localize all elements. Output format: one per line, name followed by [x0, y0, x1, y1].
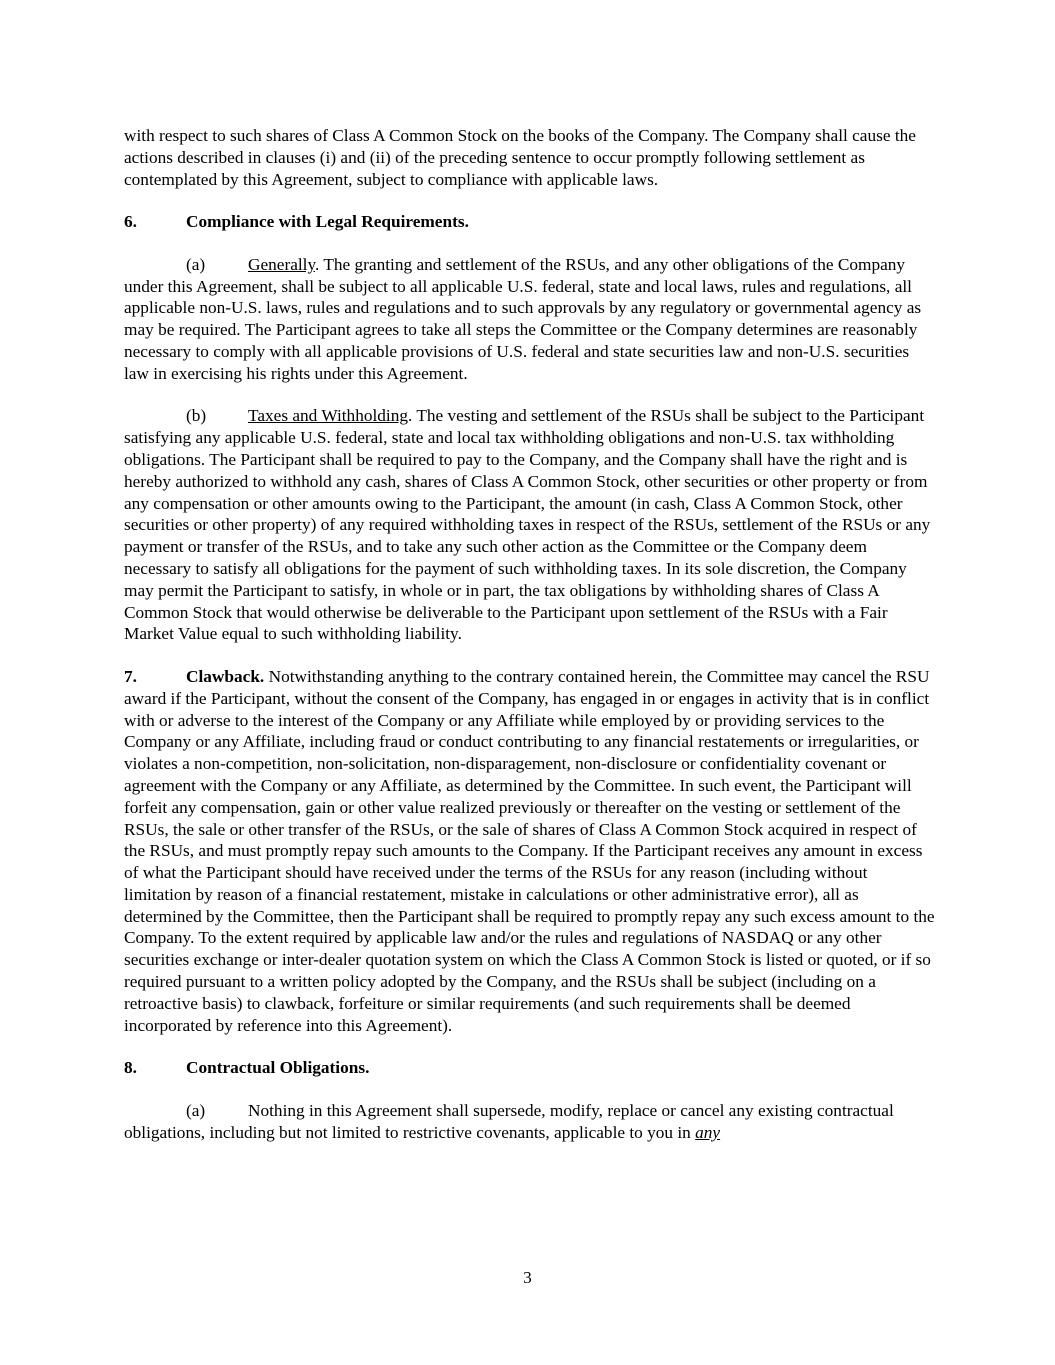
intro-paragraph: with respect to such shares of Class A Common Stock on the books of the Company. The Company shall cause the actions described in clauses (i) and (ii) of the preceding sentence to occur promptly following settlement as contemplated by this Agreement, subject to compliance with applicable laws.: [124, 126, 916, 189]
section-6b-paragraph: [124, 405, 936, 645]
section-6b-text: . The vesting and settlement of the RSUs shall be subject to the Participant satisfying any applicable U.S. federal, state and local tax withholding obligations and non-U.S. tax withholding obligations. The Participant shall be required to pay to the Company, and the Company shall have the right and is hereby authorized to withhold any cash, shares of Class A Common Stock, other securities or other property or from any compensation or other amounts owing to the Participant, the amount (in cash, Class A Common Stock, other securities or other property) of any required withholding taxes in respect of the RSUs, settlement of the RSUs or any payment or transfer of the RSUs, and to take any such other action as the Committee or the Company deem necessary to satisfy all obligations for the payment of such withholding taxes. In its sole discretion, the Company may permit the Participant to satisfy, in whole or in part, the tax obligations by withholding shares of Class A Common Stock that would otherwise be deliverable to the Participant upon settlement of the RSUs with a Fair Market Value equal to such withholding liability.: [124, 406, 931, 644]
section-7-title: Clawback.: [186, 666, 265, 686]
section-6-number: 6.: [124, 212, 137, 232]
section-8-heading: [124, 1057, 936, 1079]
section-8a-paragraph: [124, 1100, 936, 1144]
section-7-number: 7.: [124, 666, 137, 686]
section-7-text: Notwithstanding anything to the contrary contained herein, the Committee may cancel the RSU award if the Participant, without the consent of the Company, has engaged in or engages in activity that is in conflict with or adverse to the interest of the Company or any Affiliate while employed by or providing services to the Company or any Affiliate, including fraud or conduct contributing to any financial restatements or irregularities, or violates a non-competition, non-solicitation, non-disparagement, non-disclosure or confidentiality covenant or agreement with the Company or any Affiliate, as determined by the Committee. In such event, the Participant will forfeit any compensation, gain or other value realized previously or thereafter on the vesting or settlement of the RSUs, the sale or other transfer of the RSUs, or the sale of shares of Class A Common Stock acquired in respect of the RSUs, and must promptly repay such amounts to the Company. If the Participant receives any amount in excess of what the Participant should have received under the terms of the RSUs for any reason (including without limitation by reason of a financial restatement, mistake in calculations or other administrative error), all as determined by the Committee, then the Participant shall be required to promptly repay any such excess amount to the Company. To the extent required by applicable law and/or the rules and regulations of NASDAQ or any other securities exchange or inter-dealer quotation system on which the Class A Common Stock is listed or quoted, or if so required pursuant to a written policy adopted by the Company, and the RSUs shall be subject (including on a retroactive basis) to clawback, forfeiture or similar requirements (and such requirements shall be deemed incorporated by reference into this Agreement).: [124, 666, 935, 1035]
section-6a-heading: Generally: [248, 254, 316, 274]
section-6a-text: . The granting and settlement of the RSUs, and any other obligations of the Company under this Agreement, shall be subject to all applicable U.S. federal, state and local laws, rules and regulations, all applicable non-U.S. laws, rules and regulations and to such approvals by any regulatory or governmental agency as may be required. The Participant agrees to take all steps the Committee or the Company determines are reasonably necessary to comply with all applicable provisions of U.S. federal and state securities law and non-U.S. securities law in exercising his rights under this Agreement.: [124, 254, 922, 383]
section-8-title: Contractual Obligations.: [186, 1058, 370, 1078]
section-6a-paragraph: [124, 254, 936, 385]
section-6a-label: (a): [186, 254, 206, 274]
page-number: 3: [523, 1268, 532, 1287]
section-8a-emphasis: any: [695, 1122, 721, 1142]
section-7-paragraph: [124, 666, 936, 1037]
section-6b-heading: Taxes and Withholding: [248, 406, 409, 426]
section-8-number: 8.: [124, 1058, 137, 1078]
document-page: [124, 125, 936, 1164]
section-6-heading: [124, 211, 936, 233]
section-8a-text: Nothing in this Agreement shall supersede, modify, replace or cancel any existing contractual obligations, including but not limited to restrictive covenants, applicable to you in: [124, 1100, 894, 1142]
section-6-title: Compliance with Legal Requirements.: [186, 212, 469, 232]
section-8a-label: (a): [186, 1100, 206, 1120]
section-6b-label: (b): [186, 406, 207, 426]
